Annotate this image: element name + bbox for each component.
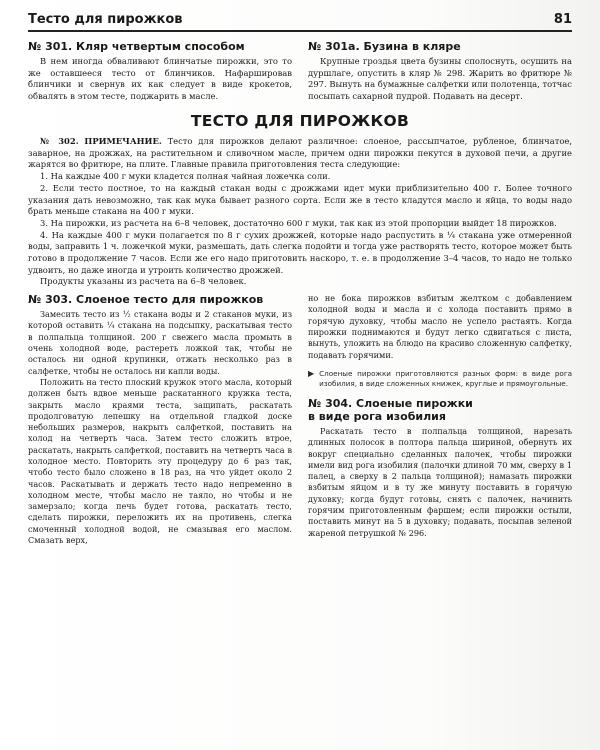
recipe-302-label: ПРИМЕЧАНИЕ.: [84, 136, 162, 146]
recipe-301a: [308, 40, 572, 102]
recipe-303: [28, 293, 292, 546]
note-box: [308, 369, 572, 389]
recipe-302-number: № 302.: [40, 136, 79, 146]
running-title: Тесто для пирожков: [28, 12, 183, 27]
right-column: [308, 293, 572, 546]
note-text: Слоеные пирожки приготовляются разных форм: в виде рога изобилия, в виде сложенных книжек, круглые и прямоугольные.: [319, 368, 572, 388]
recipe-304-title-1: № 304. Слоеные пирожки: [308, 396, 473, 410]
recipe-301a-text: Крупные гроздья цвета бузины сполоснуть, осушить на дуршлаге, опустить в кляр № 298. Жарить во фритюре № 297. Вынуть на бумажные салфетки или полотенца, тотчас посыпать сахарной пудрой. Подавать на десерт.: [308, 56, 572, 101]
page-header: [28, 12, 572, 32]
rule-item: 4. На каждые 400 г муки полагается по 8 г сухих дрожжей, которые надо распустить в ¼ стакана уже отмеренной воды, заправить 1 ч. ложечкой муки, размешать, дать слегка подойти и тогда уже растворять тесто, которое может быть готово в продолжение 7 часов. Если же его надо приготовить наскоро, т. е. в продолжение 3–4 часов, то надо не только удвоить, но даже иногда и утроить количество дрожжей.: [28, 229, 572, 275]
recipe-303-continuation: но не бока пирожков взбитым желтком с добавлением холодной воды и масла и с холода поставить прямо в горячую духовку, чтобы масло не успело растаять. Когда пирожки поднимаются и будут легко сдвигаться с листа, вынуть, уложить на блюдо на красиво сложенную салфетку, подавать горячими.: [308, 293, 572, 360]
bottom-columns: [28, 293, 572, 546]
recipe-301-text: В нем иногда обваливают блинчатые пирожки, это то же оставшееся тесто от блинчиков. Нафаршировав блинчики и свернув их как следует в виде крокетов, обвалять в этом тесте, поджарить в масле.: [28, 56, 292, 101]
recipe-304-text: Раскатать тесто в полпальца толщиной, нарезать длинных полосок в полтора пальца шириной, обернуть их вокруг специально сделанных палочек, чтобы пирожки имели вид рога изобилия (палочки длиной 70 мм, сверху в 1 палец, а сверху в 2 пальца толщиной); намазать пирожки взбитым яйцом и в ту же минуту поставить в горячую духовку; когда будут готовы, снять с палочек, начинить горячим приготовленным фаршем; если пирожки остыли, поставить минут на 5 в духовку; подавать, посыпав зеленой жареной петрушкой № 296.: [308, 425, 572, 538]
top-columns: [28, 40, 572, 102]
recipe-302: [28, 136, 572, 288]
rule-item: Продукты указаны из расчета на 6–8 человек.: [40, 276, 247, 287]
page-number: 81: [553, 12, 572, 27]
recipe-302-intro: [28, 136, 572, 171]
recipe-301: [28, 40, 292, 102]
recipe-301-title: № 301. Кляр четвертым способом: [28, 40, 245, 53]
triangle-bullet-icon: ▶: [308, 368, 315, 378]
recipe-304-title-2: в виде рога изобилия: [308, 409, 446, 423]
recipe-301a-title: № 301а. Бузина в кляре: [308, 40, 461, 53]
recipe-303-paragraph: Замесить тесто из ½ стакана воды и 2 стаканов муки, из которой оставить ¼ стакана на подсыпку, раскатывая тесто в полпальца толщиной. 200 г свежего масла промыть в очень холодной воде, растереть ложкой так, чтобы не осталось ни одной крупинки, отжать несколько раз в салфетке, чтобы не осталось ни капли воды.: [28, 309, 292, 376]
rule-item: 1. На каждые 400 г муки кладется полная чайная ложечка соли.: [40, 171, 331, 182]
recipe-303-paragraph: Положить на тесто плоский кружок этого масла, который должен быть вдвое меньше раскатанного кружка теста, закрыть масло краями теста, защипать, раскатать продолговатую лепешку на отдельной гладкой доске небольших размеров, накрыть салфеткой, поставить на холод на четверть часа. Затем тесто сложить втрое, раскатать, накрыть салфеткой, поставить на четверть часа в холодное место. Повторить эту процедуру до 6 раз так, чтобо тесто было сложено в 18 раз, на что уйдет около 2 часов. Раскатывать и держать тесто надо непременно в холодном месте, чтобы масло не таяло, но чтобы и не замерзало; когда печь будет готова, раскатать тесто, сделать пирожки, переложить их на противень, слегка смоченный холодной водой, не смазывая его маслом. Смазать верх,: [28, 376, 292, 546]
section-title: ТЕСТО ДЛЯ ПИРОЖКОВ: [190, 112, 410, 130]
recipe-303-title: № 303. Слоеное тесто для пирожков: [28, 293, 264, 307]
rule-item: 2. Если тесто постное, то на каждый стакан воды с дрожжами идет муки приблизительно 400 г. Более точного указания дать невозможно, так как мука бывает разного сорта. Если же в тесто кладутся масло и яйца, то воды надо брать меньше стакана на 400 г муки.: [28, 182, 572, 217]
rule-item: 3. На пирожки, из расчета на 6–8 человек, достаточно 600 г муки, так как из этой пропорции выйдет 18 пирожков.: [40, 217, 557, 228]
recipe-302-intro-text: Тесто для пирожков делают различное: слоеное, рассыпчатое, рубленое, блинчатое, заварное, на дрожжах, на растительном и сливочном масле, причем одни пирожки пекутся в духовой печи, а другие жарятся во фритюре, на плите. Главные правила приготовления теста следующие:: [28, 136, 572, 170]
